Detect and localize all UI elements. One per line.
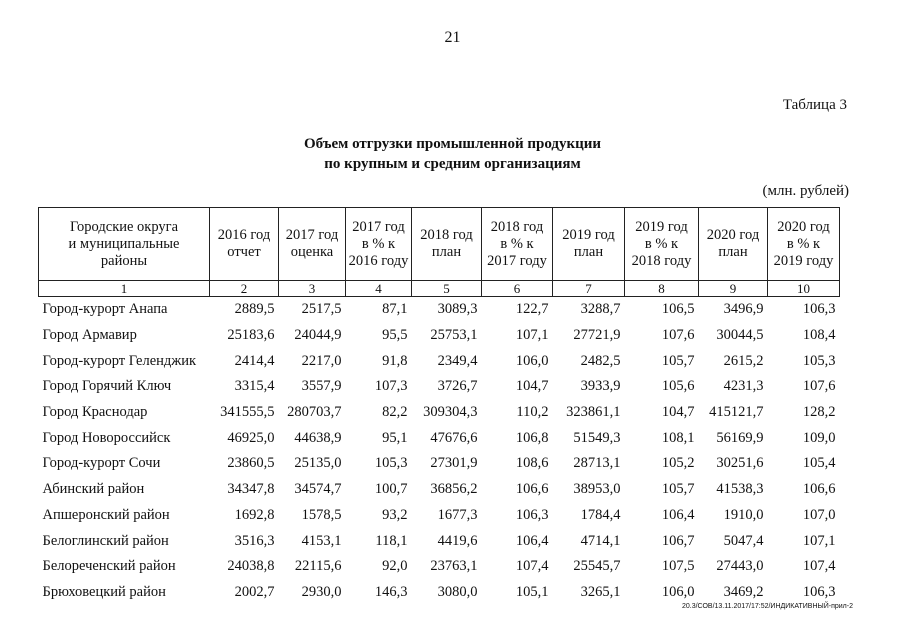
column-header-9 <box>699 208 768 281</box>
value-cell: 415121,7 <box>709 404 764 421</box>
value-cell: 51549,3 <box>573 429 621 446</box>
value-cell: 323861,1 <box>566 404 621 421</box>
value-cell: 3315,4 <box>234 378 275 395</box>
table-row <box>39 554 840 580</box>
column-header-line: план <box>573 244 604 260</box>
value-cell: 34347,8 <box>227 481 275 498</box>
column-header-line: в % к <box>361 235 396 252</box>
value-cell: 3933,9 <box>580 378 621 395</box>
column-header-line: 2018 год <box>490 218 544 235</box>
column-header-line: 2018 год <box>420 227 473 243</box>
value-cell: 106,6 <box>515 481 549 498</box>
region-name-cell: Город Горячий Ключ <box>42 378 172 395</box>
column-header-line: отчет <box>227 244 261 260</box>
value-cell: 106,4 <box>661 506 695 523</box>
value-cell: 107,5 <box>661 558 695 575</box>
value-cell: 25183,6 <box>227 327 275 344</box>
value-cell: 25545,7 <box>573 558 621 575</box>
value-cell: 3288,7 <box>580 301 621 318</box>
column-header-line: Городские округа <box>69 218 179 235</box>
value-cell: 3496,9 <box>723 301 764 318</box>
table-row <box>39 451 840 477</box>
value-cell: 106,3 <box>515 506 549 523</box>
column-number: 2 <box>210 281 279 297</box>
value-cell: 2217,0 <box>301 352 342 369</box>
region-name-cell: Брюховецкий район <box>42 583 166 600</box>
column-number: 8 <box>625 281 699 297</box>
value-cell: 2482,5 <box>580 352 621 369</box>
value-cell: 106,6 <box>802 481 836 498</box>
value-cell: 24044,9 <box>294 327 342 344</box>
column-number: 6 <box>482 281 553 297</box>
value-cell: 107,0 <box>802 506 836 523</box>
region-name-cell: Белоглинский район <box>42 532 169 549</box>
value-cell: 105,4 <box>802 455 836 472</box>
column-header-line: и муниципальные <box>68 235 180 252</box>
table-row <box>39 425 840 451</box>
value-cell: 105,7 <box>661 352 695 369</box>
column-number: 7 <box>553 281 625 297</box>
value-cell: 22115,6 <box>294 558 342 575</box>
value-cell: 2517,5 <box>301 301 342 318</box>
column-header-7 <box>553 208 625 281</box>
header-row <box>39 208 840 281</box>
value-cell: 106,3 <box>802 301 836 318</box>
value-cell: 3080,0 <box>437 583 478 600</box>
value-cell: 3516,3 <box>234 532 275 549</box>
column-number: 10 <box>768 281 840 297</box>
region-name-cell: Белореченский район <box>42 558 176 575</box>
column-header-line: 2016 году <box>348 252 409 269</box>
value-cell: 95,5 <box>382 327 408 344</box>
value-cell: 105,7 <box>661 481 695 498</box>
title-line-2: по крупным и средним организациям <box>324 156 581 172</box>
value-cell: 93,2 <box>382 506 408 523</box>
value-cell: 3726,7 <box>437 378 478 395</box>
table-row <box>39 348 840 374</box>
column-header-line: 2017 год <box>285 227 339 243</box>
value-cell: 41538,3 <box>716 481 764 498</box>
value-cell: 108,4 <box>802 327 836 344</box>
value-cell: 104,7 <box>515 378 549 395</box>
value-cell: 106,4 <box>515 532 549 549</box>
value-cell: 2889,5 <box>234 301 275 318</box>
table-row <box>39 503 840 529</box>
value-cell: 280703,7 <box>287 404 342 421</box>
column-header-1 <box>39 208 210 281</box>
value-cell: 5047,4 <box>723 532 764 549</box>
value-cell: 107,3 <box>374 378 408 395</box>
value-cell: 128,2 <box>802 404 836 421</box>
value-cell: 30044,5 <box>716 327 764 344</box>
column-header-5 <box>412 208 482 281</box>
value-cell: 105,3 <box>802 352 836 369</box>
value-cell: 91,8 <box>382 352 408 369</box>
table-row <box>39 323 840 349</box>
value-cell: 1692,8 <box>234 506 275 523</box>
column-header-line: 2019 году <box>773 252 834 269</box>
region-name-cell: Апшеронский район <box>42 506 170 523</box>
value-cell: 4231,3 <box>723 378 764 395</box>
value-cell: 27301,9 <box>430 455 478 472</box>
value-cell: 82,2 <box>382 404 408 421</box>
value-cell: 1578,5 <box>301 506 342 523</box>
value-cell: 2615,2 <box>723 352 764 369</box>
column-header-line: 2017 год <box>352 218 405 235</box>
value-cell: 1784,4 <box>580 506 621 523</box>
value-cell: 107,4 <box>515 558 549 575</box>
value-cell: 34574,7 <box>294 481 342 498</box>
column-number: 1 <box>39 281 210 297</box>
table-title <box>0 134 905 174</box>
column-header-line: 2019 год <box>635 218 688 235</box>
region-name-cell: Абинский район <box>42 481 145 498</box>
value-cell: 92,0 <box>382 558 408 575</box>
value-cell: 2349,4 <box>437 352 478 369</box>
value-cell: 105,2 <box>661 455 695 472</box>
value-cell: 109,0 <box>802 429 836 446</box>
column-header-10 <box>768 208 840 281</box>
value-cell: 108,6 <box>515 455 549 472</box>
value-cell: 106,8 <box>515 429 549 446</box>
value-cell: 87,1 <box>382 301 408 318</box>
region-name-cell: Город Новороссийск <box>42 429 171 446</box>
value-cell: 105,3 <box>374 455 408 472</box>
value-cell: 105,1 <box>515 583 549 600</box>
table-row <box>39 528 840 554</box>
value-cell: 36856,2 <box>430 481 478 498</box>
column-header-8 <box>625 208 699 281</box>
shipment-table <box>38 207 840 605</box>
value-cell: 4714,1 <box>580 532 621 549</box>
table-row <box>39 297 840 323</box>
column-header-line: в % к <box>644 235 679 252</box>
column-number: 5 <box>412 281 482 297</box>
region-name-cell: Город Армавир <box>42 327 137 344</box>
value-cell: 56169,9 <box>716 429 764 446</box>
column-header-line: 2020 год <box>777 218 830 235</box>
column-header-4 <box>346 208 412 281</box>
region-name-cell: Город-курорт Анапа <box>42 301 168 318</box>
value-cell: 3557,9 <box>301 378 342 395</box>
footer-code: 20.3/СОВ/13.11.2017/17:52/ИНДИКАТИВНЫЙ-прил-2 <box>681 603 853 610</box>
column-header-line: план <box>431 244 462 260</box>
value-cell: 106,0 <box>515 352 549 369</box>
value-cell: 106,7 <box>661 532 695 549</box>
column-header-line: районы <box>100 252 148 269</box>
value-cell: 47676,6 <box>430 429 478 446</box>
value-cell: 24038,8 <box>227 558 275 575</box>
value-cell: 38953,0 <box>573 481 621 498</box>
table-row <box>39 477 840 503</box>
region-name-cell: Город-курорт Сочи <box>42 455 161 472</box>
value-cell: 3469,2 <box>723 583 764 600</box>
value-cell: 107,6 <box>802 378 836 395</box>
column-header-2 <box>210 208 279 281</box>
value-cell: 30251,6 <box>716 455 764 472</box>
value-cell: 25135,0 <box>294 455 342 472</box>
value-cell: 44638,9 <box>294 429 342 446</box>
value-cell: 146,3 <box>374 583 408 600</box>
value-cell: 106,5 <box>661 301 695 318</box>
value-cell: 106,3 <box>802 583 836 600</box>
column-number: 9 <box>699 281 768 297</box>
column-header-line: 2019 год <box>562 227 615 243</box>
value-cell: 4153,1 <box>301 532 342 549</box>
table-row <box>39 374 840 400</box>
page-number: 21 <box>444 29 461 46</box>
table-label: Таблица 3 <box>782 97 847 113</box>
value-cell: 107,1 <box>515 327 549 344</box>
value-cell: 3265,1 <box>580 583 621 600</box>
value-cell: 105,6 <box>661 378 695 395</box>
value-cell: 107,6 <box>661 327 695 344</box>
column-header-line: план <box>718 244 748 260</box>
value-cell: 118,1 <box>375 532 408 549</box>
region-name-cell: Город-курорт Геленджик <box>42 352 197 369</box>
value-cell: 23860,5 <box>227 455 275 472</box>
value-cell: 2414,4 <box>234 352 275 369</box>
column-number: 3 <box>279 281 346 297</box>
value-cell: 106,0 <box>661 583 695 600</box>
value-cell: 95,1 <box>382 429 408 446</box>
column-header-line: 2017 году <box>487 252 547 269</box>
column-header-line: 2018 году <box>631 252 692 269</box>
units-label: (млн. рублей) <box>762 183 849 199</box>
value-cell: 107,1 <box>802 532 836 549</box>
value-cell: 25753,1 <box>430 327 478 344</box>
value-cell: 27721,9 <box>573 327 621 344</box>
value-cell: 3089,3 <box>437 301 478 318</box>
column-number: 4 <box>346 281 412 297</box>
value-cell: 122,7 <box>515 301 549 318</box>
value-cell: 100,7 <box>374 481 408 498</box>
column-number-row <box>39 281 840 297</box>
value-cell: 104,7 <box>661 404 695 421</box>
value-cell: 341555,5 <box>220 404 275 421</box>
value-cell: 1910,0 <box>723 506 764 523</box>
column-header-line: в % к <box>786 235 821 252</box>
value-cell: 28713,1 <box>573 455 621 472</box>
value-cell: 2930,0 <box>301 583 342 600</box>
column-header-line: 2016 год <box>217 227 271 243</box>
value-cell: 2002,7 <box>234 583 275 600</box>
column-header-3 <box>279 208 346 281</box>
table-row <box>39 400 840 426</box>
region-name-cell: Город Краснодар <box>42 404 148 421</box>
column-header-line: 2020 год <box>706 227 760 243</box>
column-header-line: в % к <box>500 235 534 252</box>
value-cell: 46925,0 <box>227 429 275 446</box>
column-header-6 <box>482 208 553 281</box>
value-cell: 309304,3 <box>423 404 478 421</box>
title-line-1: Объем отгрузки промышленной продукции <box>303 136 602 152</box>
value-cell: 107,4 <box>802 558 836 575</box>
table-row <box>39 580 840 606</box>
value-cell: 27443,0 <box>716 558 764 575</box>
value-cell: 108,1 <box>661 429 695 446</box>
value-cell: 4419,6 <box>437 532 478 549</box>
column-header-line: оценка <box>290 244 334 260</box>
value-cell: 1677,3 <box>437 506 478 523</box>
value-cell: 110,2 <box>516 404 549 421</box>
value-cell: 23763,1 <box>430 558 478 575</box>
